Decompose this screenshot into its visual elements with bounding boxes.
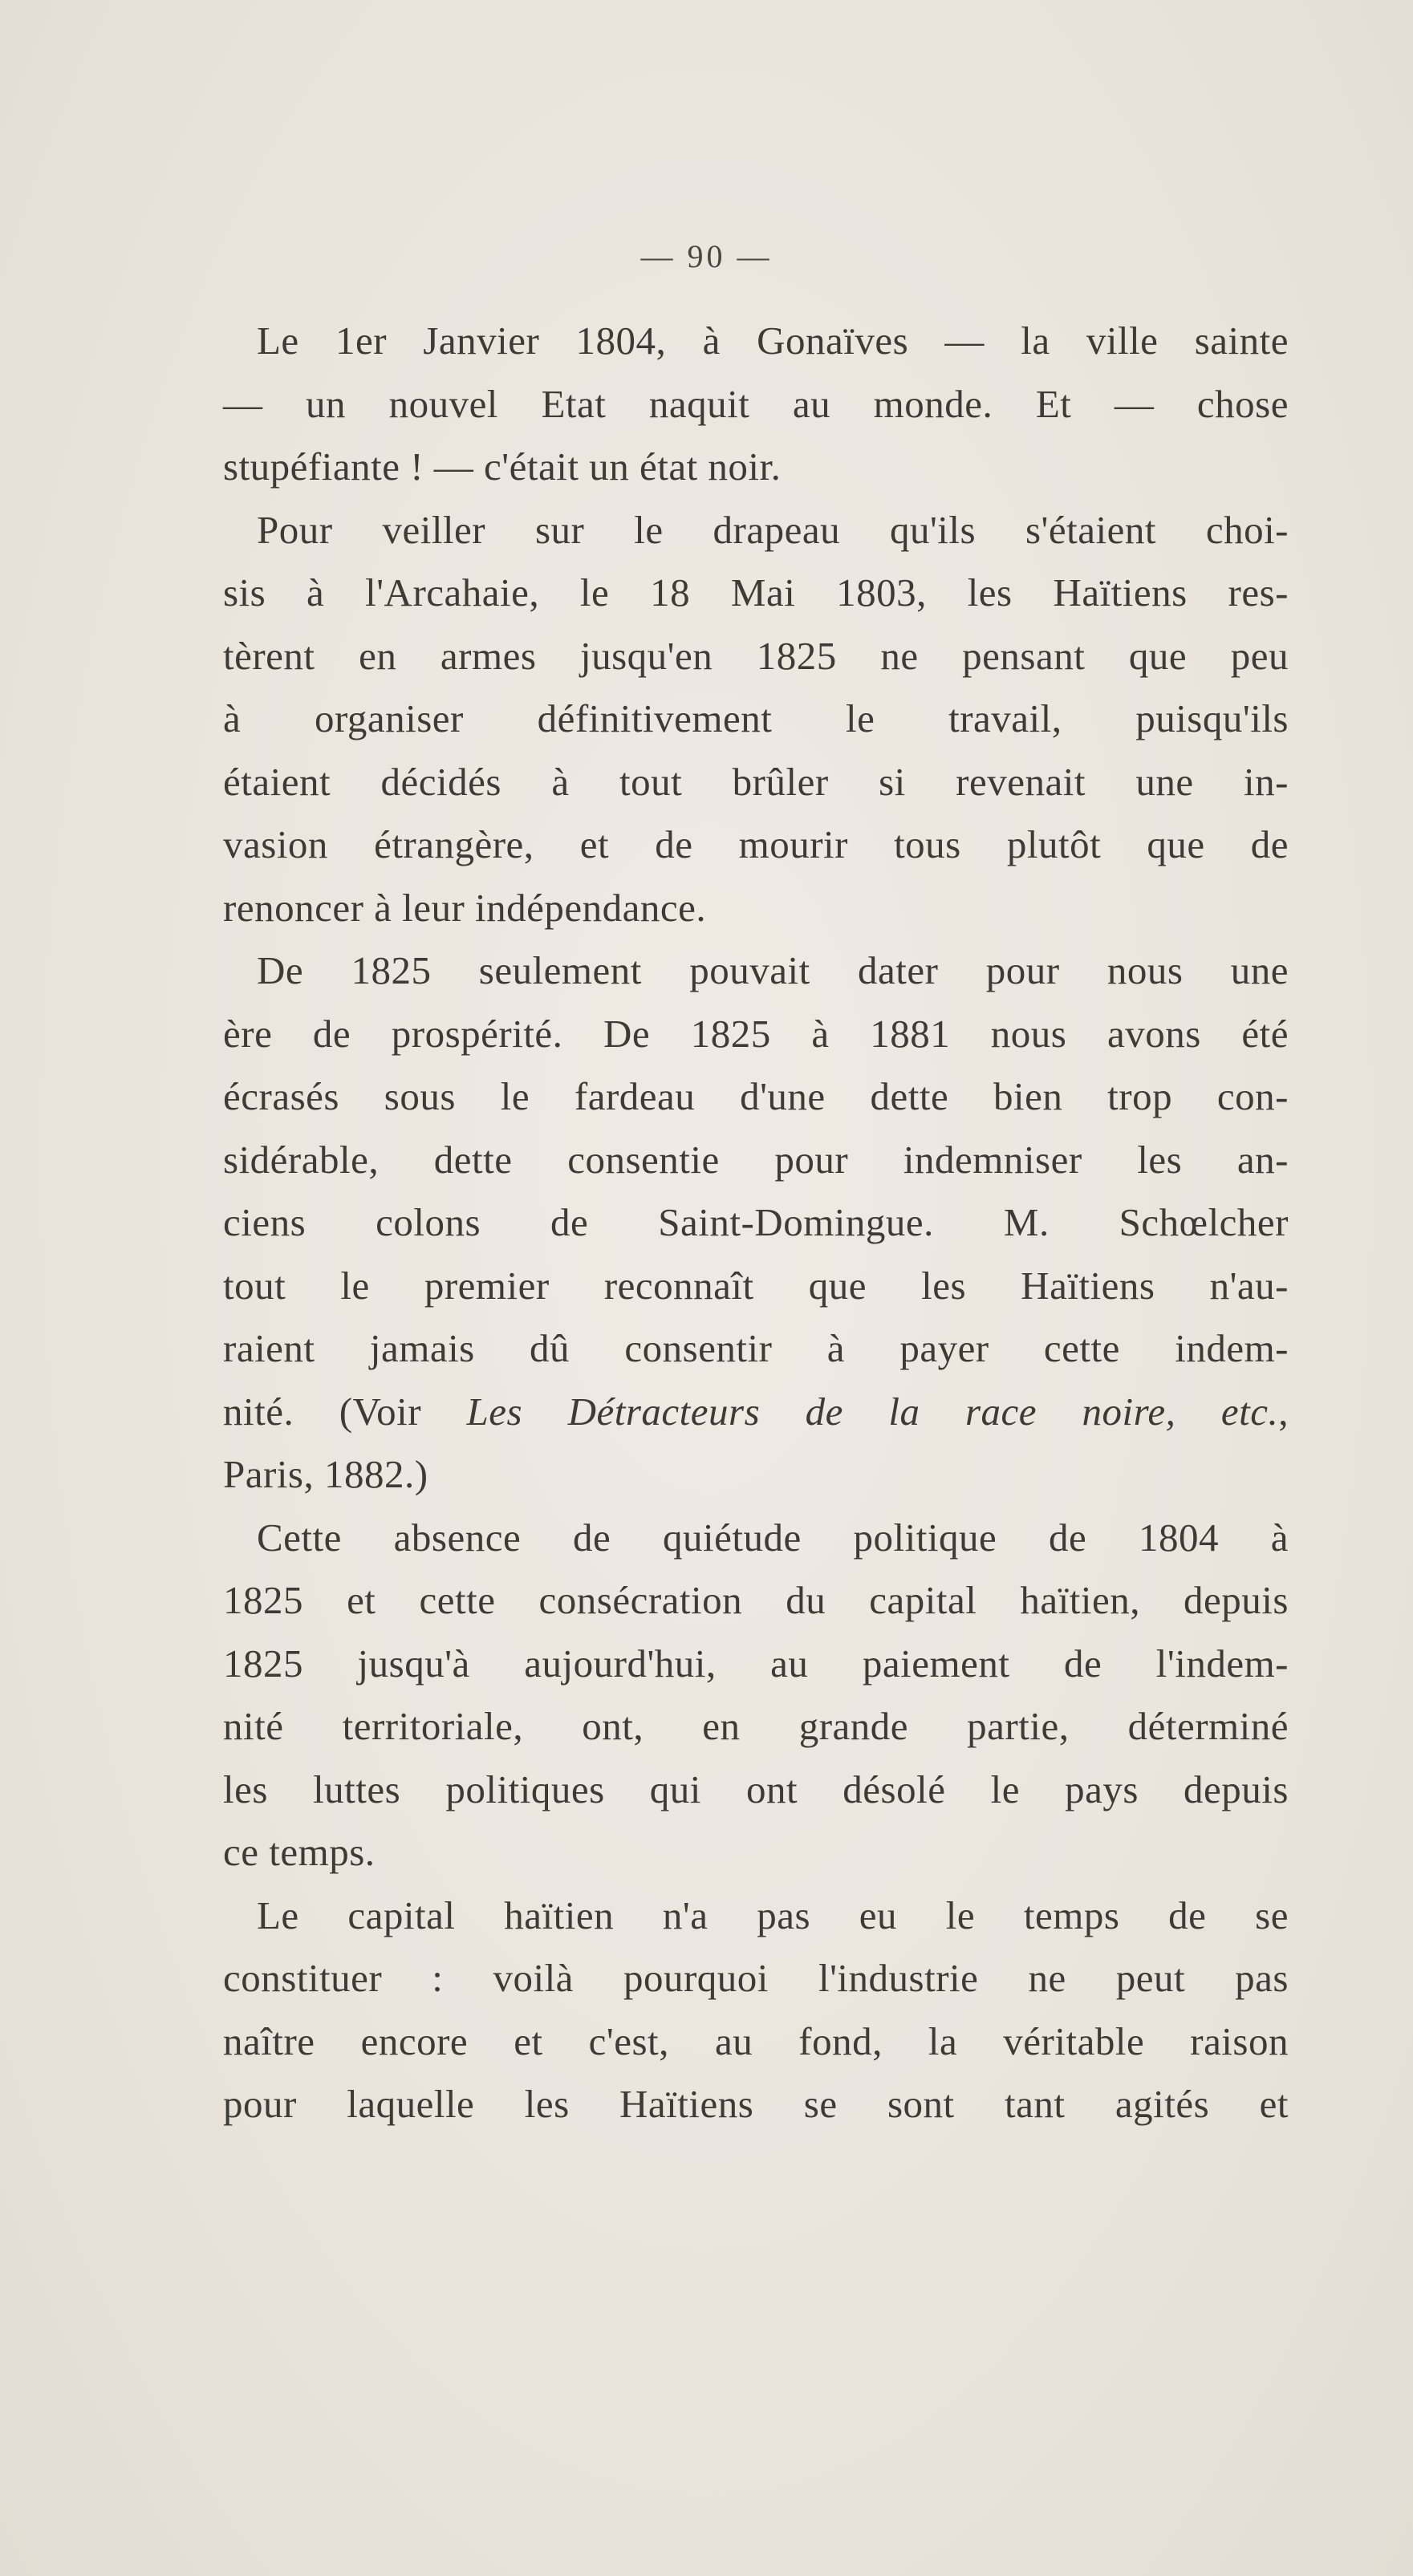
text-line: constituer : voilà pourquoi l'industrie ne peut pas [223, 1956, 1289, 2000]
body-text [223, 310, 1289, 2136]
text-line: tout le premier reconnaît que les Haïtiens n'au- [223, 1263, 1289, 1308]
text-line: nité territoriale, ont, en grande partie, déterminé [223, 1704, 1289, 1748]
text-line: — un nouvel Etat naquit au monde. Et — chose [223, 381, 1289, 426]
text-line: Pour veiller sur le drapeau qu'ils s'étaient choi- [257, 507, 1289, 552]
citation-title: Les Détracteurs de la race noire, etc. [466, 1389, 1279, 1434]
citation-line [223, 1381, 1289, 1444]
citation-prefix: nité. (Voir [223, 1389, 467, 1434]
text-line: les luttes politiques qui ont désolé le pays depuis [223, 1767, 1289, 1811]
page-number: — 90 — [640, 238, 773, 274]
text-line: écrasés sous le fardeau d'une dette bien trop con- [223, 1074, 1289, 1118]
text-line: sis à l'Arcahaie, le 18 Mai 1803, les Haïtiens res- [223, 570, 1289, 615]
text-line: Le 1er Janvier 1804, à Gonaïves — la ville sainte [257, 318, 1289, 363]
text-line: ciens colons de Saint-Domingue. M. Schœlcher [223, 1200, 1289, 1244]
text-line: ce temps. [223, 1830, 376, 1874]
text-line: Paris, 1882.) [223, 1452, 428, 1496]
text-line: pour laquelle les Haïtiens se sont tant agités et [223, 2082, 1289, 2126]
text-line: 1825 jusqu'à aujourd'hui, au paiement de l'indem- [223, 1641, 1289, 1686]
text-line: tèrent en armes jusqu'en 1825 ne pensant que peu [223, 633, 1289, 678]
text-line: 1825 et cette consécration du capital haïtien, depuis [223, 1578, 1289, 1622]
text-line: vasion étrangère, et de mourir tous plutôt que de [223, 822, 1289, 866]
text-line: ère de prospérité. De 1825 à 1881 nous avons été [223, 1011, 1289, 1056]
citation-suffix: , [1278, 1389, 1289, 1434]
text-line: stupéfiante ! — c'était un état noir. [223, 444, 782, 489]
text-line: renoncer à leur indépendance. [223, 885, 707, 930]
text-line: De 1825 seulement pouvait dater pour nous une [257, 948, 1289, 992]
text-line: naître encore et c'est, au fond, la véritable raison [223, 2018, 1289, 2063]
text-line: Cette absence de quiétude politique de 1804 à [257, 1515, 1289, 1560]
text-line: sidérable, dette consentie pour indemniser les an- [223, 1137, 1289, 1182]
text-line: Le capital haïtien n'a pas eu le temps de se [257, 1892, 1289, 1937]
text-line: raient jamais dû consentir à payer cette indem- [223, 1326, 1289, 1370]
text-line: à organiser définitivement le travail, puisqu'ils [223, 696, 1289, 740]
text-line: étaient décidés à tout brûler si revenait une in- [223, 759, 1289, 804]
